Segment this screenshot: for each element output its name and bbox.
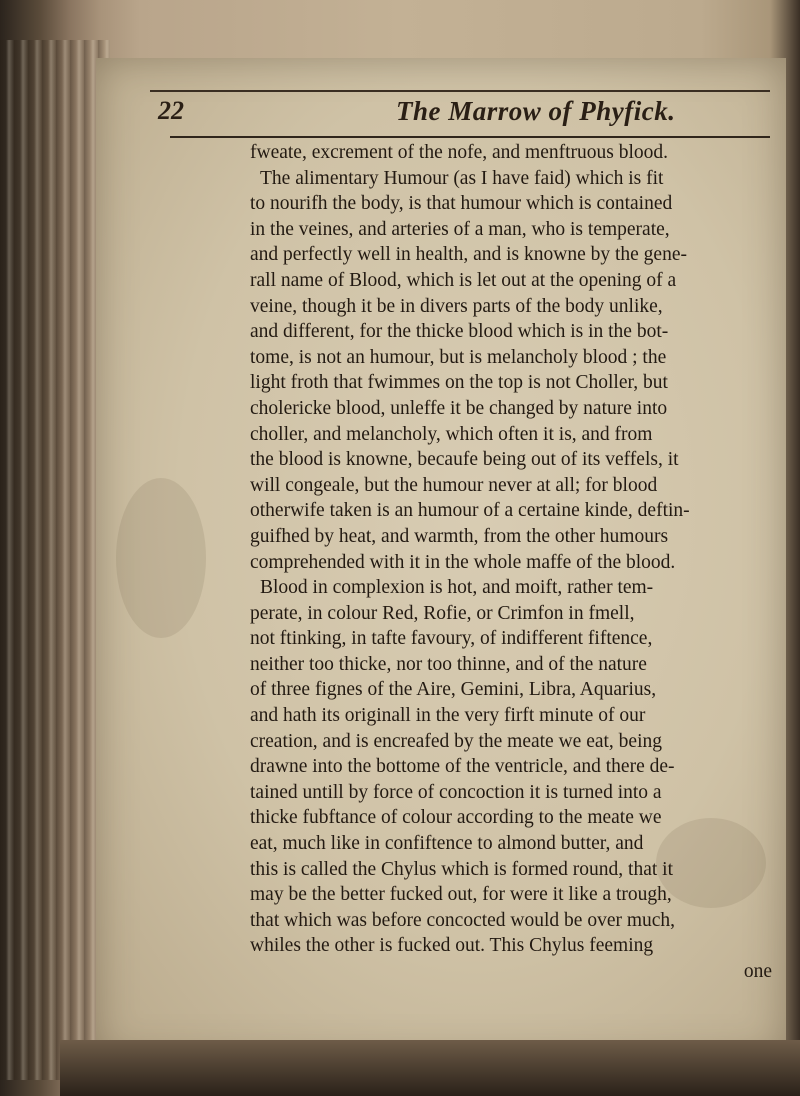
header-rule: [170, 136, 770, 138]
text-line: Blood in complexion is hot, and moift, rather tem-: [260, 577, 654, 599]
text-line: whiles the other is fucked out. This Chylus feeming: [250, 935, 654, 957]
text-line: perate, in colour Red, Rofie, or Crimfon in fmell,: [250, 602, 635, 624]
text-line: that which was before concocted would be over much,: [250, 909, 676, 931]
text-line: guifhed by heat, and warmth, from the other humours: [250, 525, 669, 547]
text-line: in the veines, and arteries of a man, who is temperate,: [250, 218, 670, 240]
page-stain: [116, 478, 206, 638]
text-line: may be the better fucked out, for were it like a trough,: [250, 884, 672, 906]
text-line: choller, and melancholy, which often it is, and from: [250, 423, 653, 445]
page-number: 22: [158, 96, 184, 125]
text-line: to nourifh the body, is that humour which is contained: [250, 193, 673, 215]
text-line: will congeale, but the humour never at all; for blood: [250, 474, 658, 496]
text-line: rall name of Blood, which is let out at the opening of a: [250, 269, 677, 291]
text-line: and perfectly well in health, and is knowne by the gene-: [250, 244, 687, 266]
text-line: light froth that fwimmes on the top is not Choller, but: [250, 372, 668, 394]
text-line: and hath its originall in the very firft minute of our: [250, 705, 646, 727]
top-rule: [150, 90, 770, 92]
text-line: thicke fubftance of colour according to the meate we: [250, 807, 662, 829]
text-line: The alimentary Humour (as I have faid) which is fit: [260, 167, 664, 189]
text-line: of three fignes of the Aire, Gemini, Libra, Aquarius,: [250, 679, 657, 701]
text-line: drawne into the bottome of the ventricle, and there de-: [250, 756, 675, 778]
catchword: one: [743, 961, 772, 982]
book-gutter: [0, 40, 110, 1080]
body-text: [250, 140, 790, 985]
text-line: this is called the Chylus which is formed round, that it: [250, 858, 673, 880]
text-line: tome, is not an humour, but is melancholy blood ; the: [250, 346, 667, 368]
text-line: not ftinking, in tafte favoury, of indifferent fiftence,: [250, 628, 653, 650]
text-line: fweate, excrement of the nofe, and menftruous blood.: [250, 142, 669, 163]
text-line: tained untill by force of concoction it is turned into a: [250, 781, 662, 803]
text-line: and different, for the thicke blood which is in the bot-: [250, 321, 669, 343]
text-line: otherwife taken is an humour of a certaine kinde, deftin-: [250, 500, 690, 522]
running-title: The Marrow of Phyfick.: [396, 96, 676, 126]
text-line: comprehended with it in the whole maffe of the blood.: [250, 551, 676, 573]
text-line: the blood is knowne, becaufe being out of its veffels, it: [250, 449, 679, 471]
text-line: eat, much like in confiftence to almond butter, and: [250, 833, 644, 855]
text-line: veine, though it be in divers parts of the body unlike,: [250, 295, 663, 317]
text-line: creation, and is encreafed by the meate we eat, being: [250, 730, 663, 752]
page-bottom-edge: [60, 1040, 800, 1096]
text-line: cholericke blood, unleffe it be changed by nature into: [250, 397, 668, 419]
text-line: neither too thicke, nor too thinne, and of the nature: [250, 653, 647, 675]
